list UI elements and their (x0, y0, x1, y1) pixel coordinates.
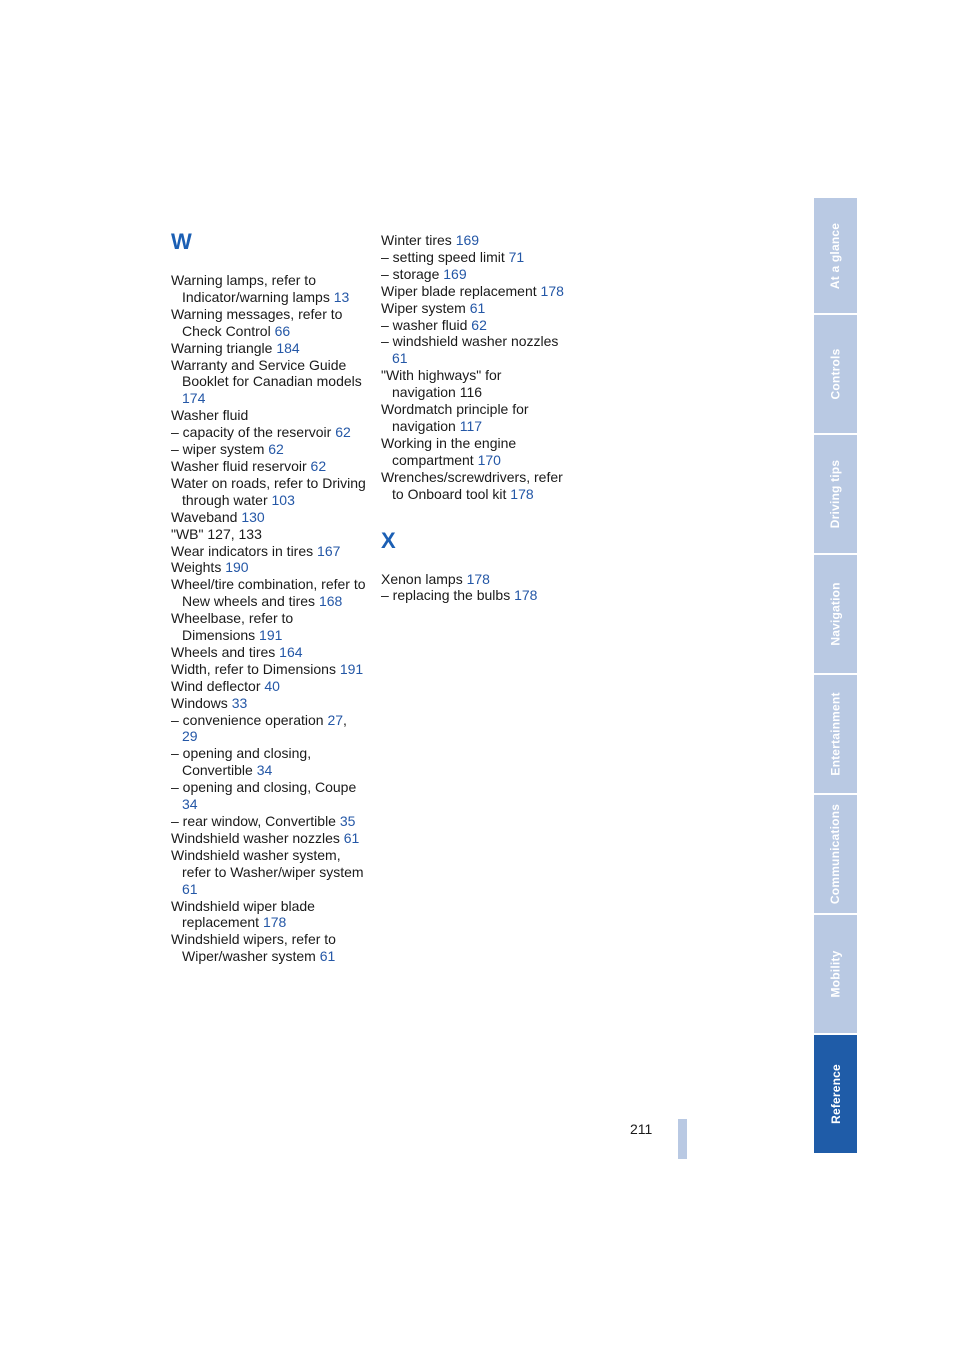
section-letter-heading: X (381, 527, 396, 553)
index-entry (171, 745, 366, 779)
index-entry-text: Water on roads, refer to Driving through water (171, 474, 366, 508)
index-entry-text: – setting speed limit (381, 248, 505, 265)
page-number-bar (678, 1119, 687, 1159)
index-entry-text: Wheels and tires (171, 643, 276, 660)
index-entry (171, 340, 366, 357)
index-entry (171, 576, 366, 610)
index-entry (171, 509, 366, 526)
index-entry (381, 571, 566, 588)
index-entry (381, 300, 566, 317)
page-reference-link[interactable]: 190 (225, 559, 249, 576)
index-entry (381, 401, 566, 435)
index-entry (171, 424, 366, 441)
tab-label: Driving tips (828, 459, 843, 529)
tab-controls[interactable] (814, 315, 857, 435)
index-entry-text: Windshield washer system, refer to Washer/wiper system (171, 846, 364, 880)
index-entry (171, 644, 366, 661)
tab-label: Navigation (828, 582, 843, 646)
page-reference-link[interactable]: 29 (182, 728, 198, 745)
index-entry-text: Windshield wiper blade replacement (171, 897, 315, 931)
tab-driving-tips[interactable] (814, 435, 857, 555)
tab-label: Communications (828, 803, 843, 905)
page-reference-link[interactable]: 169 (455, 232, 480, 248)
tab-mobility[interactable] (814, 915, 857, 1035)
page-reference-link[interactable]: 61 (392, 350, 408, 367)
index-entry-text: – convenience operation (171, 711, 324, 728)
page-reference-link[interactable]: 178 (540, 282, 564, 299)
page-reference-link[interactable]: 178 (466, 570, 490, 587)
page-reference-link[interactable]: 62 (335, 424, 351, 441)
index-entry: – convenience operation 27, 29 (171, 711, 347, 745)
page-reference-link[interactable]: 169 (443, 265, 467, 282)
page-reference-link[interactable]: 178 (262, 914, 287, 931)
index-entry-text: Width, refer to Dimensions (171, 660, 336, 677)
page-reference-link[interactable]: 27 (327, 711, 344, 728)
index-entry-text: Wiper blade replacement (381, 282, 537, 299)
index-entry-text: – opening and closing, Convertible (171, 745, 312, 779)
page-reference-link[interactable]: 103 (271, 491, 295, 508)
index-entry-text: Windows (171, 694, 228, 711)
page-reference-link[interactable]: 130 (241, 508, 265, 525)
index-entry (381, 317, 566, 334)
index-entry (171, 559, 366, 576)
page-reference-link[interactable]: 61 (343, 829, 360, 846)
index-entry-text: Weights (171, 559, 222, 576)
tab-reference[interactable] (814, 1035, 857, 1155)
tab-entertainment[interactable] (814, 675, 857, 795)
index-entry (381, 367, 566, 401)
index-entry-text: Working in the engine compartment (381, 434, 517, 468)
index-column-left (171, 226, 366, 965)
index-entry-text: Xenon lamps (381, 570, 463, 587)
index-entry (171, 357, 366, 408)
index-entry-text: – replacing the bulbs (381, 587, 511, 604)
page-reference-link[interactable]: 61 (319, 948, 336, 965)
index-entry-text: Wind deflector (171, 677, 261, 694)
index-entry (171, 475, 366, 509)
page-reference-link[interactable]: 34 (182, 796, 198, 813)
index-entry (381, 469, 566, 503)
index-entry-text: Wear indicators in tires (171, 542, 314, 559)
page-reference-link[interactable]: 164 (279, 643, 303, 660)
index-entry (381, 283, 566, 300)
tab-at-a-glance[interactable] (814, 198, 857, 315)
page-reference-link[interactable]: 33 (231, 694, 248, 711)
page-reference-link[interactable]: 184 (276, 339, 300, 356)
index-entry (381, 333, 566, 367)
index-entry-text: Warranty and Service Guide Booklet for Canadian models (171, 356, 362, 390)
index-entry (171, 441, 366, 458)
page-reference-link[interactable]: 167 (317, 542, 341, 559)
index-entry (381, 435, 566, 469)
page-reference-link[interactable]: 34 (256, 762, 273, 779)
index-entry (381, 232, 566, 249)
index-entry-text: – rear window, Convertible (171, 813, 336, 829)
index-entry (171, 695, 366, 712)
index-entry-text: – capacity of the reservoir (171, 424, 332, 441)
tab-label: Controls (828, 348, 843, 400)
section-tabs (814, 198, 857, 1155)
index-entry (171, 543, 366, 560)
index-entry (171, 610, 366, 644)
page-reference-link[interactable]: 61 (182, 880, 198, 897)
page-reference-link[interactable]: 168 (318, 593, 343, 610)
page-reference-link[interactable]: 191 (259, 627, 283, 644)
index-entry (171, 678, 366, 695)
index-entry-text: Wheel/tire combination, refer to New wheels and tires (171, 576, 366, 610)
page-reference-link[interactable]: 178 (510, 485, 534, 502)
index-entry-text: – washer fluid (381, 316, 468, 333)
index-entry-text: Wheelbase, refer to Dimensions (171, 610, 294, 644)
page-reference-link[interactable]: 71 (508, 248, 525, 265)
index-entry-text: Windshield wipers, refer to Wiper/washer system (171, 931, 336, 965)
index-entry-text: Windshield washer nozzles (171, 829, 340, 846)
tab-label: At a glance (828, 222, 843, 289)
tab-label: Entertainment (828, 692, 843, 776)
tab-label: Mobility (828, 950, 843, 998)
index-entry-text: Waveband (171, 508, 238, 525)
tab-communications[interactable] (814, 795, 857, 915)
index-entry (171, 779, 366, 813)
index-entry-text: Winter tires (381, 232, 452, 248)
index-entry (171, 813, 366, 830)
index-entry (171, 526, 366, 543)
index-entry-text: Washer fluid (171, 407, 249, 424)
index-entry (171, 898, 366, 932)
index-entry-text: Wiper system (381, 299, 466, 316)
tab-label: Reference (828, 1064, 843, 1124)
index-entry (171, 661, 366, 678)
page-reference-link[interactable]: 35 (339, 813, 356, 829)
index-entry-text: – windshield washer nozzles (381, 333, 559, 350)
index-entry-text: "With highways" for navigation 116 (381, 367, 502, 401)
index-entry (171, 830, 366, 847)
index-entry-text: Warning triangle (171, 339, 273, 356)
index-entry (171, 407, 366, 424)
tab-navigation[interactable] (814, 555, 857, 675)
section-letter-heading: W (171, 229, 192, 254)
page-reference-link[interactable]: 170 (477, 451, 501, 468)
page-reference-link[interactable]: 62 (471, 316, 487, 333)
index-entry (171, 458, 366, 475)
index-entry-text: Warning lamps, refer to Indicator/warning lamps (171, 272, 330, 305)
index-entry (171, 931, 366, 965)
page-number: 211 (630, 1121, 653, 1137)
page-reference-link[interactable]: 191 (339, 660, 364, 677)
index-entry-text: "WB" 127, 133 (171, 525, 262, 542)
page-reference-link[interactable]: 62 (310, 457, 327, 474)
index-entry (381, 587, 566, 604)
index-entry-text: – storage (381, 265, 440, 282)
index-entry-text: – opening and closing, Coupe (171, 779, 357, 796)
page-reference-link[interactable]: 178 (514, 587, 538, 604)
index-entry-text: Wordmatch principle for navigation (381, 401, 529, 434)
index-entry (381, 249, 566, 266)
index-entry-text: Warning messages, refer to Check Control (171, 305, 343, 339)
page-reference-link[interactable]: 40 (264, 677, 280, 694)
index-entry (171, 272, 366, 306)
index-entry (381, 266, 566, 283)
page-reference-link[interactable]: 117 (459, 417, 483, 434)
index-entry (171, 306, 366, 340)
index-column-right (381, 226, 566, 604)
page-reference-link[interactable]: 66 (274, 322, 291, 339)
index-entry (171, 847, 366, 898)
index-entry-text: Washer fluid reservoir (171, 457, 307, 474)
page-reference-link[interactable]: 61 (469, 299, 486, 316)
page-reference-link[interactable]: 174 (182, 390, 206, 407)
page-reference-link[interactable]: 62 (268, 441, 284, 458)
index-entry-text: Wrenches/screwdrivers, refer to Onboard tool kit (381, 468, 563, 502)
page-reference-link[interactable]: 13 (333, 288, 350, 305)
index-entry-text: – wiper system (171, 441, 265, 458)
